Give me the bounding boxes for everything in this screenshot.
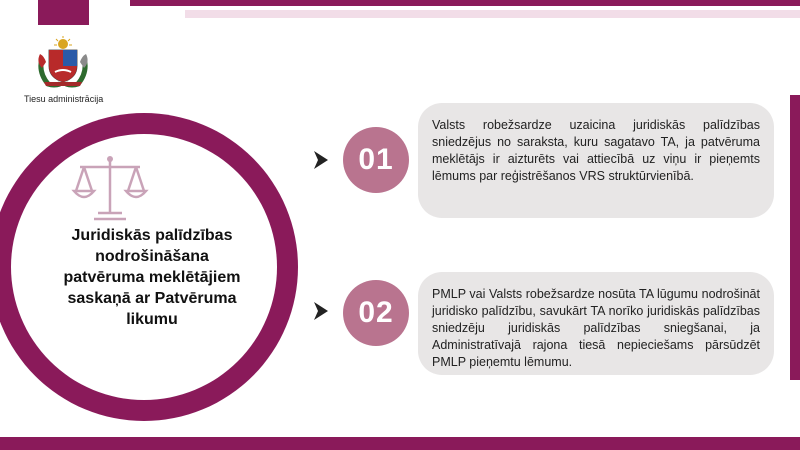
center-title: Juridiskās palīdzības nodrošināšana patvēruma meklētājiem saskaņā ar Patvēruma likumu [63,227,241,328]
latvia-coat-of-arms-icon [34,36,92,88]
top-accent-bar [130,0,800,6]
top-left-accent [38,0,89,25]
chevron-right-icon [312,149,330,171]
step-number-badge: 01 [343,127,409,193]
bottom-accent-bar [0,437,800,450]
top-accent-bar-light [185,10,800,18]
chevron-right-icon [312,300,330,322]
right-accent-bar [790,95,800,380]
step-description: PMLP vai Valsts robežsardze nosūta TA lūgumu nodrošināt juridisko palīdzību, savukārt TA norīko juridiskās palīdzības sniedzēju juridiskās palīdzības sniegšanai, ja Administratīvajā rajona tiesā nepieciešams pārsūdzēt PMLP pieņemtu lēmumu. [418,272,774,375]
step-description: Valsts robežsardze uzaicina juridiskās palīdzības sniedzējus no saraksta, kuru sagatavo TA, ja patvēruma meklētājs ir aizturēts vai attiecībā uz viņu ir pieņemts lēmums par reģistrēšanos VRS struktūrvienībā. [418,103,774,218]
org-name: Tiesu administrācija [24,94,104,104]
step-number-badge: 02 [343,280,409,346]
scales-of-justice-icon [70,153,150,223]
